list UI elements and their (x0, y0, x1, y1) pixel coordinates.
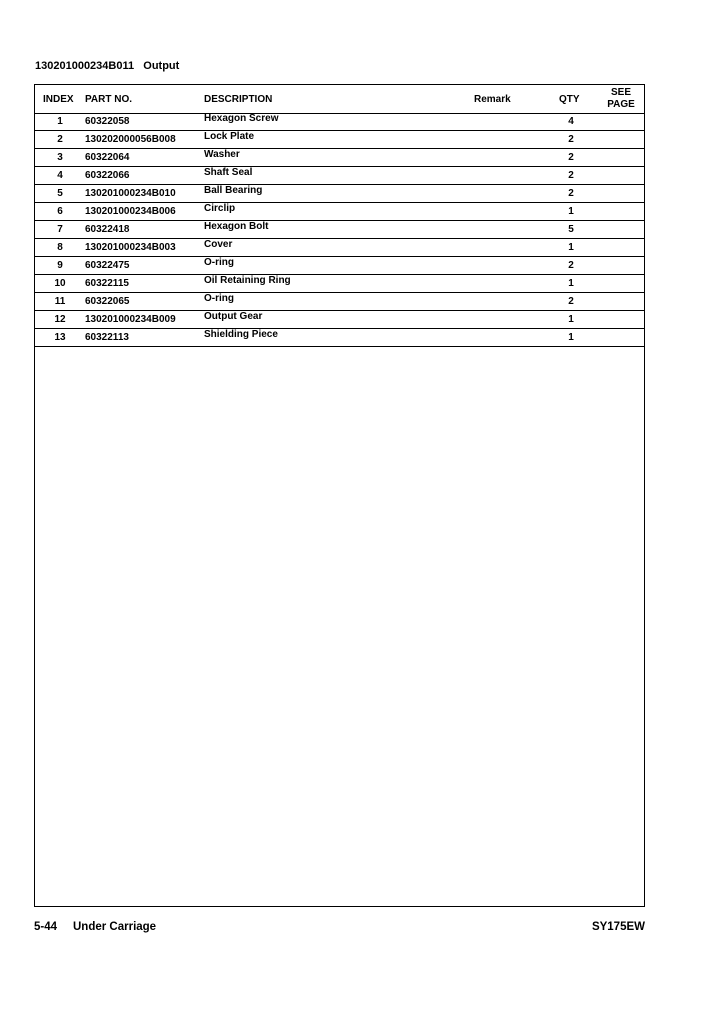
cell-qty: 1 (568, 206, 574, 217)
table-row (35, 329, 644, 347)
cell-qty: 1 (568, 332, 574, 343)
cell-index: 7 (57, 224, 63, 235)
cell-part-no: 130201000234B003 (85, 242, 176, 253)
table-row (35, 293, 644, 311)
cell-description: Output Gear (204, 311, 263, 322)
cell-index: 6 (57, 206, 63, 217)
cell-part-no: 60322058 (85, 116, 130, 127)
table-row (35, 167, 644, 185)
table-row (35, 185, 644, 203)
footer-model: SY175EW (591, 921, 645, 933)
table-row (35, 311, 644, 329)
cell-description: Circlip (204, 203, 236, 214)
cell-qty: 1 (568, 314, 574, 325)
cell-description: Cover (204, 239, 233, 250)
cell-index: 11 (54, 296, 66, 307)
cell-part-no: 60322065 (85, 296, 130, 307)
table-row (35, 275, 644, 293)
table-row (35, 239, 644, 257)
cell-description: Lock Plate (204, 131, 255, 142)
cell-index: 13 (54, 332, 66, 343)
header-description: DESCRIPTION (204, 94, 273, 105)
cell-qty: 4 (568, 116, 574, 127)
cell-qty: 2 (568, 134, 574, 145)
cell-description: O-ring (204, 257, 234, 268)
cell-description: O-ring (204, 293, 234, 304)
cell-part-no: 130201000234B009 (85, 314, 176, 325)
header-see-page-line2: PAGE (607, 99, 635, 110)
header-index: INDEX (43, 94, 74, 105)
cell-description: Oil Retaining Ring (204, 275, 291, 286)
cell-index: 5 (57, 188, 63, 199)
cell-index: 12 (54, 314, 66, 325)
cell-index: 4 (57, 170, 63, 181)
cell-description: Shielding Piece (204, 329, 278, 340)
table-row (35, 131, 644, 149)
cell-part-no: 130201000234B006 (85, 206, 176, 217)
cell-part-no: 60322064 (85, 152, 130, 163)
cell-qty: 2 (568, 170, 574, 181)
table-body (35, 113, 644, 347)
footer-section: 5-44 Under Carriage (34, 921, 157, 933)
cell-index: 1 (57, 116, 63, 127)
cell-part-no: 60322113 (85, 332, 129, 343)
cell-qty: 2 (568, 188, 574, 199)
cell-description: Washer (204, 149, 240, 160)
header-see-page (603, 87, 639, 111)
header-qty: QTY (559, 94, 580, 105)
table-row (35, 257, 644, 275)
cell-index: 10 (54, 278, 66, 289)
table-row (35, 113, 644, 131)
cell-index: 2 (57, 134, 63, 145)
cell-part-no: 60322115 (85, 278, 129, 289)
header-remark: Remark (474, 94, 511, 105)
cell-qty: 2 (568, 296, 574, 307)
cell-qty: 1 (568, 278, 574, 289)
table-header (35, 85, 644, 114)
table-row (35, 221, 644, 239)
cell-part-no: 60322475 (85, 260, 130, 271)
cell-description: Hexagon Bolt (204, 221, 269, 232)
cell-description: Ball Bearing (204, 185, 263, 196)
document-title: 130201000234B011 Output (35, 60, 180, 72)
cell-description: Hexagon Screw (204, 113, 279, 124)
cell-index: 3 (57, 152, 63, 163)
table-row (35, 149, 644, 167)
parts-table (34, 84, 645, 907)
cell-part-no: 130201000234B010 (85, 188, 176, 199)
cell-index: 9 (57, 260, 63, 271)
cell-qty: 2 (568, 260, 574, 271)
cell-qty: 5 (568, 224, 574, 235)
cell-part-no: 130202000056B008 (85, 134, 176, 145)
cell-description: Shaft Seal (204, 167, 253, 178)
header-see-page-line1: SEE (610, 87, 631, 98)
header-part-no: PART NO. (85, 94, 133, 105)
cell-qty: 1 (568, 242, 574, 253)
cell-index: 8 (57, 242, 63, 253)
cell-qty: 2 (568, 152, 574, 163)
table-row (35, 203, 644, 221)
cell-part-no: 60322066 (85, 170, 130, 181)
cell-part-no: 60322418 (85, 224, 130, 235)
